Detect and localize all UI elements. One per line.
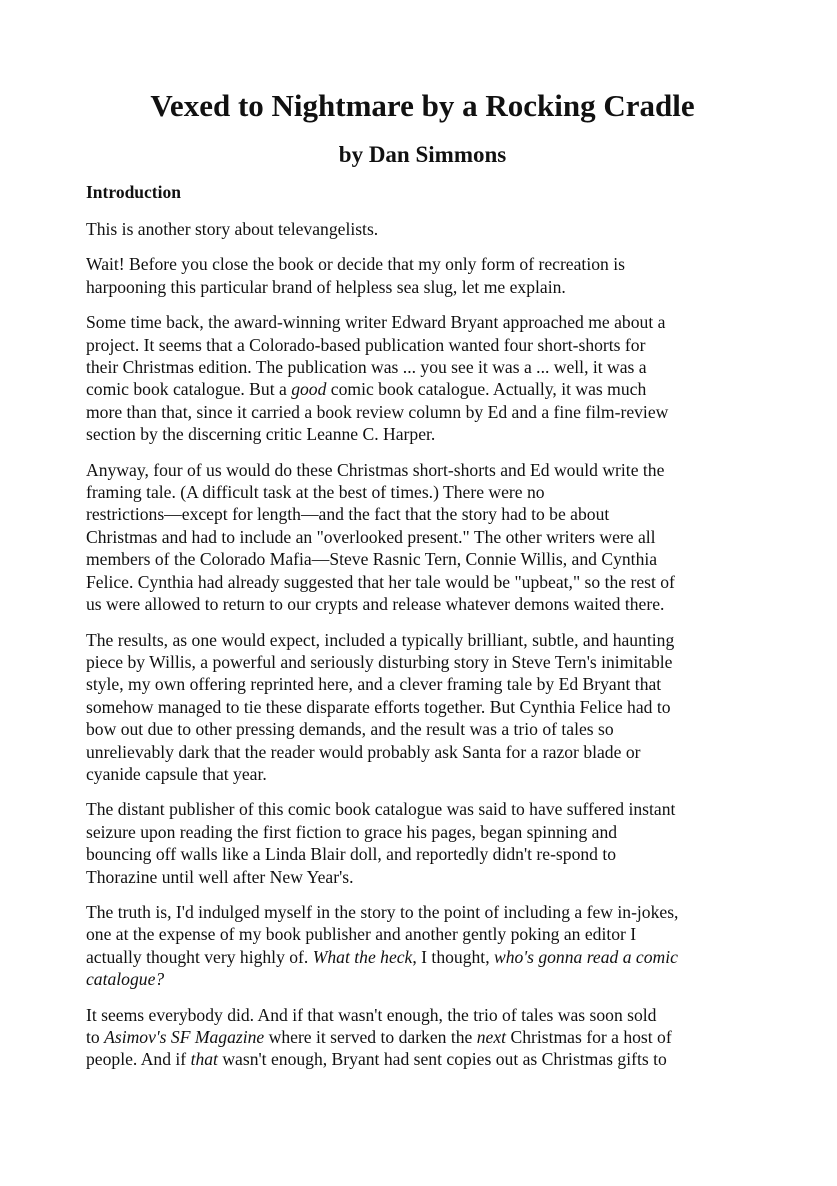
text-line (86, 946, 759, 968)
paragraph-5 (86, 629, 759, 786)
paragraph-1 (86, 218, 759, 240)
emphasis-good: good (291, 379, 327, 400)
text-line: Wait! Before you close the book or decide that my only form of recreation is (86, 254, 625, 275)
text-line: their Christmas edition. The publication was ... you see it was a ... well, it was a (86, 357, 647, 378)
text-line: bow out due to other pressing demands, and the result was a trio of tales so (86, 719, 614, 740)
text-run: comic book catalogue. But a (86, 379, 292, 400)
emphasis-what-the-heck: What the heck (312, 946, 413, 967)
text-run: where it served to darken the (264, 1027, 477, 1047)
text-line: project. It seems that a Colorado-based publication wanted four short-shorts for (86, 334, 646, 355)
story-title: Vexed to Nightmare by a Rocking Cradle (150, 88, 695, 123)
text-line: Christmas and had to include an "overlooked present." The other writers were all (86, 526, 656, 547)
paragraph-8 (86, 1004, 759, 1071)
text-line (86, 968, 759, 990)
text-run: wasn't enough, Bryant had sent copies out as Christmas gifts to (217, 1049, 667, 1070)
text-run: , I thought, (412, 946, 494, 967)
emphasis-that: that (190, 1049, 218, 1070)
text-line: This is another story about televangelists. (86, 219, 379, 239)
text-line: style, my own offering reprinted here, and a clever framing tale by Ed Bryant that (86, 674, 662, 695)
text-line: harpooning this particular brand of helpless sea slug, let me explain. (86, 276, 566, 297)
text-line: It seems everybody did. And if that wasn't enough, the trio of tales was soon sold (86, 1004, 657, 1025)
text-line (86, 378, 759, 400)
paragraph-7 (86, 901, 759, 991)
text-run: comic book catalogue. Actually, it was much (326, 379, 647, 400)
text-line: Anyway, four of us would do these Christmas short-shorts and Ed would write the (86, 459, 665, 480)
text-line: more than that, since it carried a book review column by Ed and a fine film-review (86, 401, 669, 422)
text-line: restrictions—except for length—and the fact that the story had to be about (86, 504, 610, 525)
text-line: cyanide capsule that year. (86, 763, 267, 784)
emphasis-magazine-title: Asimov's SF Magazine (104, 1027, 265, 1047)
text-run: people. And if (86, 1049, 191, 1070)
text-run: to (86, 1027, 105, 1047)
text-line: Thorazine until well after New Year's. (86, 866, 354, 887)
text-line: piece by Willis, a powerful and seriously disturbing story in Steve Tern's inimitable (86, 651, 673, 672)
text-run: Christmas for a host of (506, 1027, 672, 1047)
author-byline: by Dan Simmons (338, 142, 507, 167)
emphasis-comic: who's gonna read a comic (494, 946, 678, 967)
text-line (86, 1048, 759, 1070)
text-line: section by the discerning critic Leanne C. Harper. (86, 424, 436, 445)
text-line: one at the expense of my book publisher and another gently poking an editor I (86, 924, 637, 945)
emphasis-next: next (476, 1027, 507, 1047)
paragraph-3 (86, 311, 759, 445)
text-run: actually thought very highly of. (86, 946, 313, 967)
text-line: Some time back, the award-winning writer Edward Bryant approached me about a (86, 312, 666, 333)
text-line: seizure upon reading the first fiction to grace his pages, began spinning and (86, 821, 618, 842)
text-line (86, 1026, 759, 1048)
text-line: bouncing off walls like a Linda Blair doll, and reportedly didn't re-spond to (86, 844, 617, 865)
text-line: The truth is, I'd indulged myself in the story to the point of including a few in-jokes, (86, 901, 679, 922)
text-line: The distant publisher of this comic book catalogue was said to have suffered instant (86, 799, 676, 820)
text-line: The results, as one would expect, included a typically brilliant, subtle, and haunting (86, 629, 675, 650)
paragraph-2 (86, 253, 759, 298)
text-line: us were allowed to return to our crypts and release whatever demons waited there. (86, 594, 665, 615)
paragraph-4 (86, 459, 759, 616)
text-line: framing tale. (A difficult task at the best of times.) There were no (86, 482, 545, 503)
text-line: unrelievably dark that the reader would probably ask Santa for a razor blade or (86, 741, 641, 762)
section-heading: Introduction (86, 182, 181, 202)
emphasis-catalogue: catalogue? (86, 969, 165, 990)
text-line: Felice. Cynthia had already suggested that her tale would be "upbeat," so the rest of (86, 571, 675, 592)
paragraph-6 (86, 798, 759, 888)
text-line: members of the Colorado Mafia—Steve Rasnic Tern, Connie Willis, and Cynthia (86, 549, 658, 570)
text-line: somehow managed to tie these disparate efforts together. But Cynthia Felice had to (86, 696, 671, 717)
